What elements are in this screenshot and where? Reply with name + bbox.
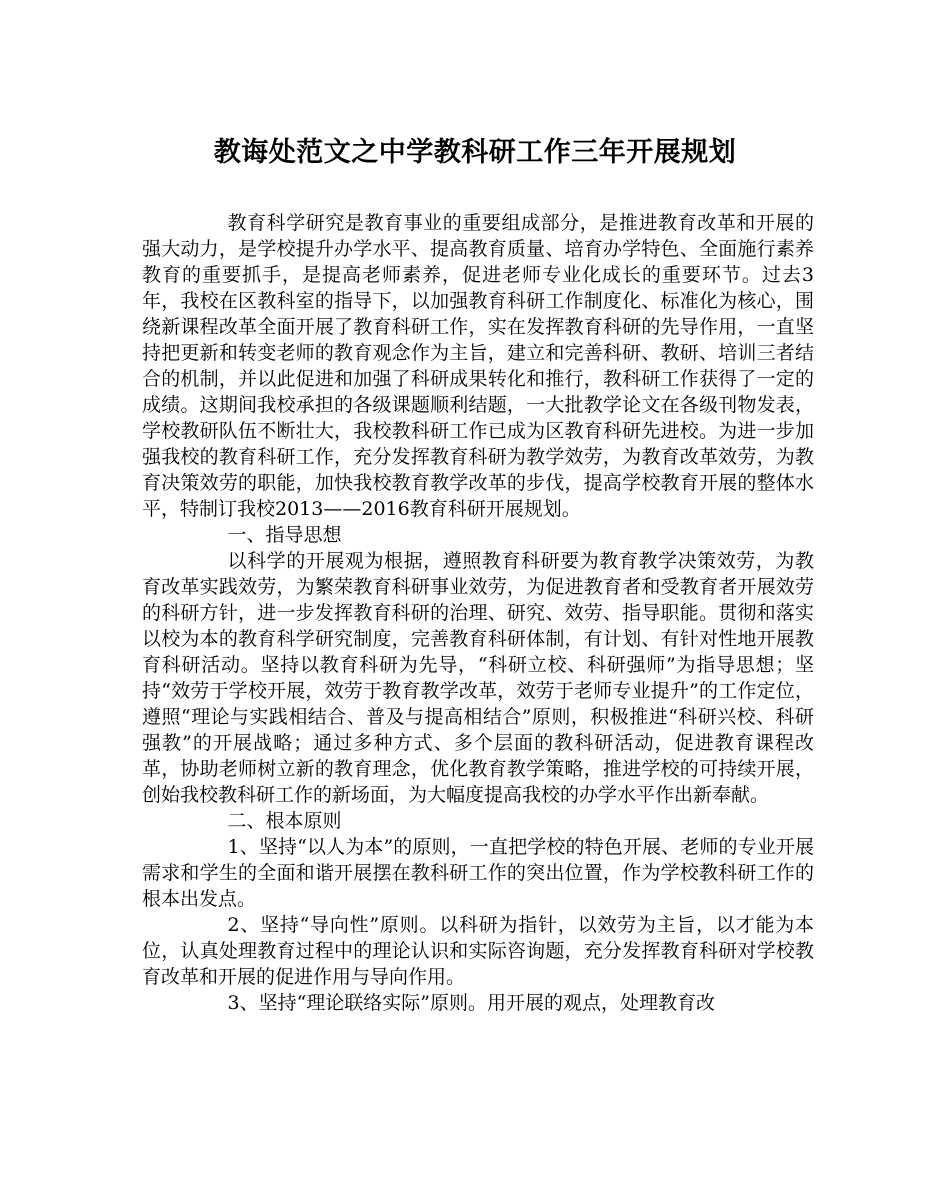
paragraph-principle-1: 1、坚持“以人为本”的原则，一直把学校的特色开展、老师的专业开展需求和学生的全面和谐开展摆在教科研工作的突出位置，作为学校教科研工作的根本出发点。 (142, 836, 814, 910)
paragraph-guiding-thought: 以科学的开展观为根据，遵照教育科研要为教育教学决策效劳，为教育改革实践效劳，为繁荣教育科研事业效劳，为促进教育者和受教育者开展效劳的科研方针，进一步发挥教育科研的治理、研究、效劳、指导职能。贯彻和落实以校为本的教育科学研究制度，完善教育科研体制，有计划、有针对性地开展教育科研活动。坚持以教育科研为先导，“科研立校、科研强师”为指导思想；坚持“效劳于学校开展，效劳于教育教学改革，效劳于老师专业提升”的工作定位，遵照“理论与实践相结合、普及与提高相结合”原则，积极推进“科研兴校、科研强教”的开展战略；通过多种方式、多个层面的教科研活动，促进教育课程改革，协助老师树立新的教育理念，优化教育教学策略，推进学校的可持续开展，创始我校教科研工作的新场面，为大幅度提高我校的办学水平作出新奉献。 (142, 550, 814, 806)
section-heading-basic-principles: 二、根本原则 (227, 810, 342, 832)
paragraph-principle-2: 2、坚持“导向性”原则。以科研为指针，以效劳为主旨，以才能为本位，认真处理教育过程中的理论认识和实际咨询题，充分发挥教育科研对学校教育改革和开展的促进作用与导向作用。 (142, 914, 814, 988)
section-heading-guiding-thought: 一、指导思想 (227, 524, 342, 546)
paragraph-principle-3: 3、坚持“理论联络实际”原则。用开展的观点，处理教育改 (227, 992, 716, 1014)
document-body (142, 210, 814, 1016)
document-title: 教诲处范文之中学教科研工作三年开展规划 (213, 137, 737, 168)
paragraph-intro: 教育科学研究是教育事业的重要组成部分，是推进教育改革和开展的强大动力，是学校提升办学水平、提高教育质量、培育办学特色、全面施行素养教育的重要抓手，是提高老师素养，促进老师专业化成长的重要环节。过去3年，我校在区教科室的指导下，以加强教育科研工作制度化、标准化为核心，围绕新课程改革全面开展了教育科研工作，实在发挥教育科研的先导作用，一直坚持把更新和转变老师的教育观念作为主旨，建立和完善科研、教研、培训三者结合的机制，并以此促进和加强了科研成果转化和推行，教科研工作获得了一定的成绩。这期间我校承担的各级课题顺利结题，一大批教学论文在各级刊物发表，学校教研队伍不断壮大，我校教科研工作已成为区教育科研先进校。为进一步加强我校的教育科研工作，充分发挥教育科研为教学效劳，为教育改革效劳，为教育决策效劳的职能，加快我校教育教学改革的步伐，提高学校教育开展的整体水平，特制订我校2013——2016教育科研开展规划。 (142, 212, 814, 520)
